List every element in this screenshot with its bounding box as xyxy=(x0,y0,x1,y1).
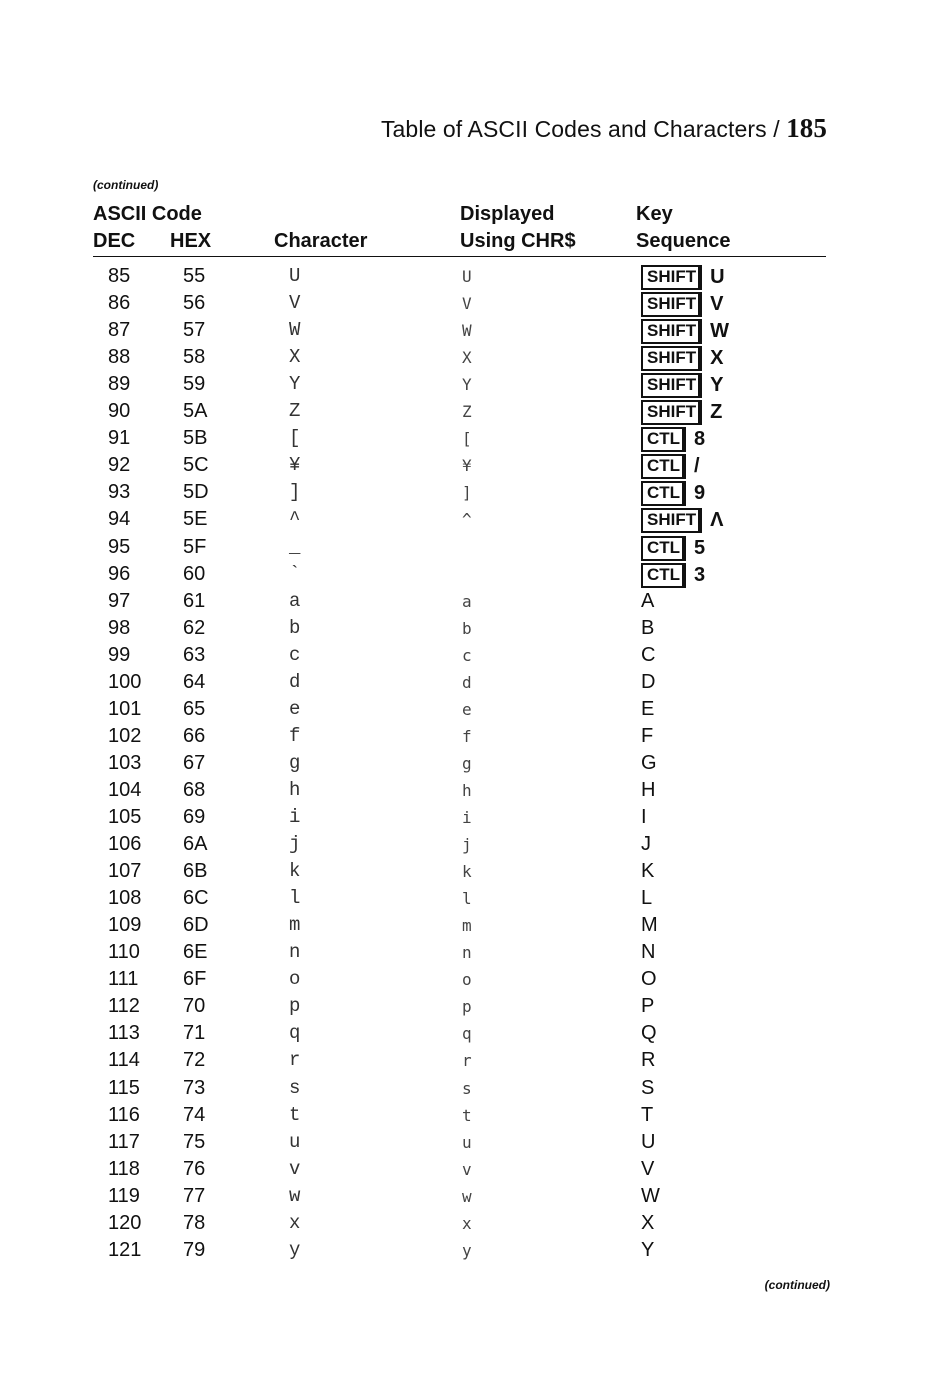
key-character: U xyxy=(641,1130,656,1153)
character-value: y xyxy=(289,1238,301,1261)
dec-value: 90 xyxy=(108,400,131,423)
header-key: Key xyxy=(636,203,673,225)
dec-value: 103 xyxy=(108,751,142,774)
displayed-value: [ xyxy=(462,429,472,449)
character-value: k xyxy=(289,860,301,883)
hex-value: 55 xyxy=(183,265,206,287)
dec-value: 87 xyxy=(108,319,131,342)
character-value: g xyxy=(289,751,301,774)
hex-value: 66 xyxy=(183,724,206,747)
keycap: SHIFT xyxy=(641,292,702,317)
table-row xyxy=(0,454,930,481)
character-value: [ xyxy=(289,427,301,450)
table-row xyxy=(0,1158,930,1185)
table-row xyxy=(0,590,930,617)
header-using-chr: Using CHR$ xyxy=(460,230,576,252)
header-hex: HEX xyxy=(170,230,212,252)
displayed-value: ¥ xyxy=(462,456,472,476)
displayed-value: y xyxy=(462,1240,472,1260)
key-character: I xyxy=(641,806,647,828)
key-sequence xyxy=(641,752,657,775)
key-character: G xyxy=(641,751,657,774)
displayed-value: V xyxy=(462,294,472,314)
displayed-value: e xyxy=(462,699,472,719)
table-row xyxy=(0,319,930,346)
table-row xyxy=(0,1185,930,1212)
key-character: W xyxy=(641,1184,660,1207)
key-character: J xyxy=(641,833,651,856)
hex-value: 77 xyxy=(183,1184,206,1207)
dec-value: 86 xyxy=(108,292,131,315)
table-row xyxy=(0,617,930,644)
dec-value: 93 xyxy=(108,481,131,504)
key-sequence xyxy=(641,400,722,425)
dec-value: 98 xyxy=(108,616,131,639)
hex-value: 63 xyxy=(183,643,206,666)
key-sequence xyxy=(641,563,705,588)
table-row xyxy=(0,1212,930,1239)
keycap: SHIFT xyxy=(641,319,702,344)
displayed-value: u xyxy=(462,1132,472,1152)
dec-value: 115 xyxy=(108,1076,140,1099)
character-value: ¥ xyxy=(289,454,301,477)
displayed-value: U xyxy=(462,267,472,286)
keycap: SHIFT xyxy=(641,400,702,425)
dec-value: 120 xyxy=(108,1211,142,1234)
hex-value: 69 xyxy=(183,806,206,828)
hex-value: 6E xyxy=(183,941,208,964)
key-sequence xyxy=(641,427,705,452)
key-sequence xyxy=(641,1212,654,1235)
displayed-value: g xyxy=(462,753,472,773)
dec-value: 121 xyxy=(108,1238,142,1261)
table-row xyxy=(0,1077,930,1104)
displayed-value: f xyxy=(462,726,472,746)
table-row xyxy=(0,427,930,454)
dec-value: 105 xyxy=(108,806,142,828)
dec-value: 91 xyxy=(108,427,131,450)
key-sequence xyxy=(641,887,652,910)
hex-value: 6C xyxy=(183,887,209,910)
dec-value: 96 xyxy=(108,562,131,585)
key-character: Z xyxy=(710,401,723,424)
key-character: Λ xyxy=(710,509,724,532)
key-sequence xyxy=(641,590,654,613)
dec-value: 102 xyxy=(108,724,142,747)
key-sequence xyxy=(641,968,657,991)
hex-value: 74 xyxy=(183,1103,206,1126)
displayed-value: n xyxy=(462,943,472,963)
character-value: i xyxy=(289,806,301,828)
key-sequence xyxy=(641,914,658,937)
character-value: h xyxy=(289,778,301,801)
key-character: 8 xyxy=(694,428,706,451)
key-character: 3 xyxy=(694,563,706,586)
key-character: M xyxy=(641,914,658,937)
key-character: C xyxy=(641,643,656,666)
key-character: D xyxy=(641,670,656,693)
key-sequence xyxy=(641,833,651,856)
hex-value: 75 xyxy=(183,1130,206,1153)
key-character: N xyxy=(641,941,656,964)
hex-value: 62 xyxy=(183,616,206,639)
table-row xyxy=(0,536,930,563)
hex-value: 68 xyxy=(183,778,206,801)
key-character: R xyxy=(641,1049,656,1072)
character-value: x xyxy=(289,1211,301,1234)
key-sequence xyxy=(641,292,723,317)
table-row xyxy=(0,644,930,671)
key-sequence xyxy=(641,644,655,667)
keycap: CTL xyxy=(641,563,686,588)
table-row xyxy=(0,941,930,968)
key-sequence xyxy=(641,454,700,479)
displayed-value: ] xyxy=(462,483,472,503)
key-sequence xyxy=(641,536,705,561)
header-rule xyxy=(93,256,826,257)
table-row xyxy=(0,265,930,292)
hex-value: 5C xyxy=(183,454,209,477)
continued-note-bottom: (continued) xyxy=(764,1278,830,1292)
displayed-value: X xyxy=(462,348,472,368)
hex-value: 6F xyxy=(183,968,207,991)
hex-value: 61 xyxy=(183,589,206,612)
table-row xyxy=(0,968,930,995)
character-value: u xyxy=(289,1130,301,1153)
key-sequence xyxy=(641,860,654,883)
header-dec: DEC xyxy=(93,230,136,252)
character-value: b xyxy=(289,616,301,639)
key-character: Y xyxy=(641,1238,655,1261)
table-row xyxy=(0,995,930,1022)
dec-value: 97 xyxy=(108,589,131,612)
character-value: V xyxy=(289,292,301,315)
hex-value: 57 xyxy=(183,319,206,342)
key-sequence xyxy=(641,1022,657,1045)
character-value: j xyxy=(289,833,301,856)
table-row xyxy=(0,752,930,779)
table-row xyxy=(0,508,930,535)
dec-value: 119 xyxy=(108,1184,140,1207)
character-value: q xyxy=(289,1022,301,1045)
table-row xyxy=(0,1049,930,1076)
header-character: Character xyxy=(274,230,368,252)
dec-value: 110 xyxy=(108,941,140,964)
keycap: CTL xyxy=(641,536,686,561)
key-sequence xyxy=(641,698,654,721)
table-row xyxy=(0,292,930,319)
hex-value: 5B xyxy=(183,427,208,450)
key-sequence xyxy=(641,806,647,829)
character-value: m xyxy=(289,914,301,937)
hex-value: 5A xyxy=(183,400,208,423)
key-character: S xyxy=(641,1076,655,1099)
displayed-value: d xyxy=(462,672,472,692)
hex-value: 6A xyxy=(183,833,208,856)
displayed-value: p xyxy=(462,997,472,1017)
key-character: Q xyxy=(641,1022,657,1045)
displayed-value: l xyxy=(462,889,472,909)
hex-value: 5E xyxy=(183,508,208,531)
dec-value: 117 xyxy=(108,1130,140,1153)
dec-value: 106 xyxy=(108,833,142,856)
displayed-value: W xyxy=(462,321,472,341)
character-value: p xyxy=(289,995,301,1018)
key-character: T xyxy=(641,1103,654,1126)
character-value: l xyxy=(289,887,301,910)
dec-value: 108 xyxy=(108,887,142,910)
key-character: E xyxy=(641,697,655,720)
hex-value: 76 xyxy=(183,1157,206,1180)
keycap: SHIFT xyxy=(641,265,702,290)
key-sequence xyxy=(641,995,654,1018)
hex-value: 65 xyxy=(183,697,206,720)
dec-value: 111 xyxy=(108,968,139,991)
hex-value: 67 xyxy=(183,751,206,774)
page-number: 185 xyxy=(786,113,827,143)
character-value: a xyxy=(289,589,301,612)
dec-value: 109 xyxy=(108,914,142,937)
key-sequence xyxy=(641,725,653,748)
displayed-value: w xyxy=(462,1186,472,1206)
character-value: e xyxy=(289,697,301,720)
table-row xyxy=(0,671,930,698)
hex-value: 58 xyxy=(183,346,206,369)
keycap: SHIFT xyxy=(641,508,702,533)
key-sequence xyxy=(641,617,654,640)
header-displayed: Displayed xyxy=(460,203,555,225)
character-value: w xyxy=(289,1184,301,1207)
table-row xyxy=(0,806,930,833)
displayed-value: h xyxy=(462,780,472,800)
hex-value: 59 xyxy=(183,373,206,396)
key-sequence xyxy=(641,1239,654,1262)
character-value: W xyxy=(289,319,301,342)
character-value: X xyxy=(289,346,301,369)
dec-value: 95 xyxy=(108,535,131,558)
character-value: o xyxy=(289,968,301,991)
character-value: r xyxy=(289,1049,301,1072)
table-row xyxy=(0,1131,930,1158)
displayed-value: s xyxy=(462,1078,472,1098)
hex-value: 71 xyxy=(183,1022,206,1045)
table-row xyxy=(0,481,930,508)
hex-value: 79 xyxy=(183,1238,206,1261)
dec-value: 99 xyxy=(108,643,131,666)
keycap: SHIFT xyxy=(641,346,702,371)
table-row xyxy=(0,887,930,914)
dec-value: 116 xyxy=(108,1103,140,1126)
character-value: s xyxy=(289,1076,301,1099)
character-value: v xyxy=(289,1157,301,1180)
key-sequence xyxy=(641,1077,654,1100)
hex-value: 6B xyxy=(183,860,208,883)
key-character: 5 xyxy=(694,536,706,559)
table-row xyxy=(0,373,930,400)
dec-value: 85 xyxy=(108,265,131,287)
displayed-value: m xyxy=(462,916,472,936)
table-row xyxy=(0,914,930,941)
hex-value: 72 xyxy=(183,1049,206,1072)
key-sequence xyxy=(641,1185,660,1208)
displayed-value: j xyxy=(462,835,472,855)
displayed-value: Z xyxy=(462,402,472,422)
key-character: H xyxy=(641,778,656,801)
dec-value: 94 xyxy=(108,508,131,531)
hex-value: 78 xyxy=(183,1211,206,1234)
key-sequence xyxy=(641,941,655,964)
hex-value: 5D xyxy=(183,481,209,504)
key-character: A xyxy=(641,589,655,612)
displayed-value: b xyxy=(462,618,472,638)
dec-value: 88 xyxy=(108,346,131,369)
page-title-text: Table of ASCII Codes and Characters / xyxy=(380,116,780,142)
dec-value: 113 xyxy=(108,1022,140,1045)
hex-value: 60 xyxy=(183,562,206,585)
key-character: F xyxy=(641,724,654,747)
table-row xyxy=(0,1022,930,1049)
hex-value: 64 xyxy=(183,670,206,693)
header-ascii-code: ASCII Code xyxy=(93,203,202,225)
key-sequence xyxy=(641,346,723,371)
key-sequence xyxy=(641,671,655,694)
displayed-value: Y xyxy=(462,375,472,395)
dec-value: 118 xyxy=(108,1157,140,1180)
dec-value: 107 xyxy=(108,860,142,883)
key-sequence xyxy=(641,265,725,290)
dec-value: 112 xyxy=(108,995,140,1018)
dec-value: 104 xyxy=(108,778,142,801)
hex-value: 6D xyxy=(183,914,209,937)
character-value: Z xyxy=(289,400,301,423)
keycap: CTL xyxy=(641,454,686,479)
character-value: U xyxy=(289,265,301,287)
key-sequence xyxy=(641,1049,655,1072)
key-character: X xyxy=(710,347,724,370)
key-sequence xyxy=(641,373,723,398)
keycap: CTL xyxy=(641,427,686,452)
key-sequence xyxy=(641,779,655,802)
table-row xyxy=(0,346,930,373)
key-character: P xyxy=(641,995,655,1018)
key-sequence xyxy=(641,1158,654,1181)
displayed-value: ^ xyxy=(462,510,472,530)
key-character: U xyxy=(710,266,725,288)
table-row xyxy=(0,400,930,427)
table-row xyxy=(0,563,930,590)
key-character: K xyxy=(641,860,655,883)
dec-value: 114 xyxy=(108,1049,140,1072)
key-character: V xyxy=(710,293,724,316)
key-sequence xyxy=(641,319,729,344)
dec-value: 92 xyxy=(108,454,131,477)
displayed-value: a xyxy=(462,591,472,611)
table-row xyxy=(0,1104,930,1131)
character-value: t xyxy=(289,1103,301,1126)
dec-value: 89 xyxy=(108,373,131,396)
hex-value: 70 xyxy=(183,995,206,1018)
displayed-value: t xyxy=(462,1105,472,1125)
character-value: ] xyxy=(289,481,301,504)
keycap: SHIFT xyxy=(641,373,702,398)
key-character: L xyxy=(641,887,653,910)
character-value: n xyxy=(289,941,301,964)
displayed-value: q xyxy=(462,1024,472,1044)
key-character: V xyxy=(641,1157,655,1180)
displayed-value: o xyxy=(462,970,472,990)
character-value: ` xyxy=(289,562,301,585)
displayed-value: k xyxy=(462,862,472,882)
key-character: X xyxy=(641,1211,655,1234)
displayed-value: r xyxy=(462,1051,472,1071)
character-value: ^ xyxy=(289,508,301,531)
character-value: d xyxy=(289,670,301,693)
key-sequence xyxy=(641,1131,655,1154)
displayed-value: c xyxy=(462,645,472,665)
character-value: Y xyxy=(289,373,301,396)
page-title xyxy=(381,113,827,144)
displayed-value: x xyxy=(462,1213,472,1233)
table-row xyxy=(0,725,930,752)
table-row xyxy=(0,833,930,860)
table-row xyxy=(0,698,930,725)
continued-note-top: (continued) xyxy=(93,178,159,192)
hex-value: 56 xyxy=(183,292,206,315)
dec-value: 100 xyxy=(108,670,142,693)
displayed-value: i xyxy=(462,808,472,827)
hex-value: 5F xyxy=(183,535,207,558)
hex-value: 73 xyxy=(183,1076,206,1099)
character-value: _ xyxy=(289,535,301,558)
character-value: c xyxy=(289,643,301,666)
key-character: W xyxy=(710,320,729,343)
table-row xyxy=(0,1239,930,1266)
key-sequence xyxy=(641,481,705,506)
key-character: 9 xyxy=(694,482,706,505)
header-sequence: Sequence xyxy=(636,230,731,252)
key-sequence xyxy=(641,1104,653,1127)
key-sequence xyxy=(641,508,723,533)
character-value: f xyxy=(289,724,301,747)
table-row xyxy=(0,860,930,887)
key-character: / xyxy=(694,455,700,478)
dec-value: 101 xyxy=(108,697,142,720)
table-row xyxy=(0,779,930,806)
key-character: Y xyxy=(710,374,724,397)
keycap: CTL xyxy=(641,481,686,506)
key-character: B xyxy=(641,616,655,639)
key-character: O xyxy=(641,968,657,991)
displayed-value: v xyxy=(462,1159,472,1179)
